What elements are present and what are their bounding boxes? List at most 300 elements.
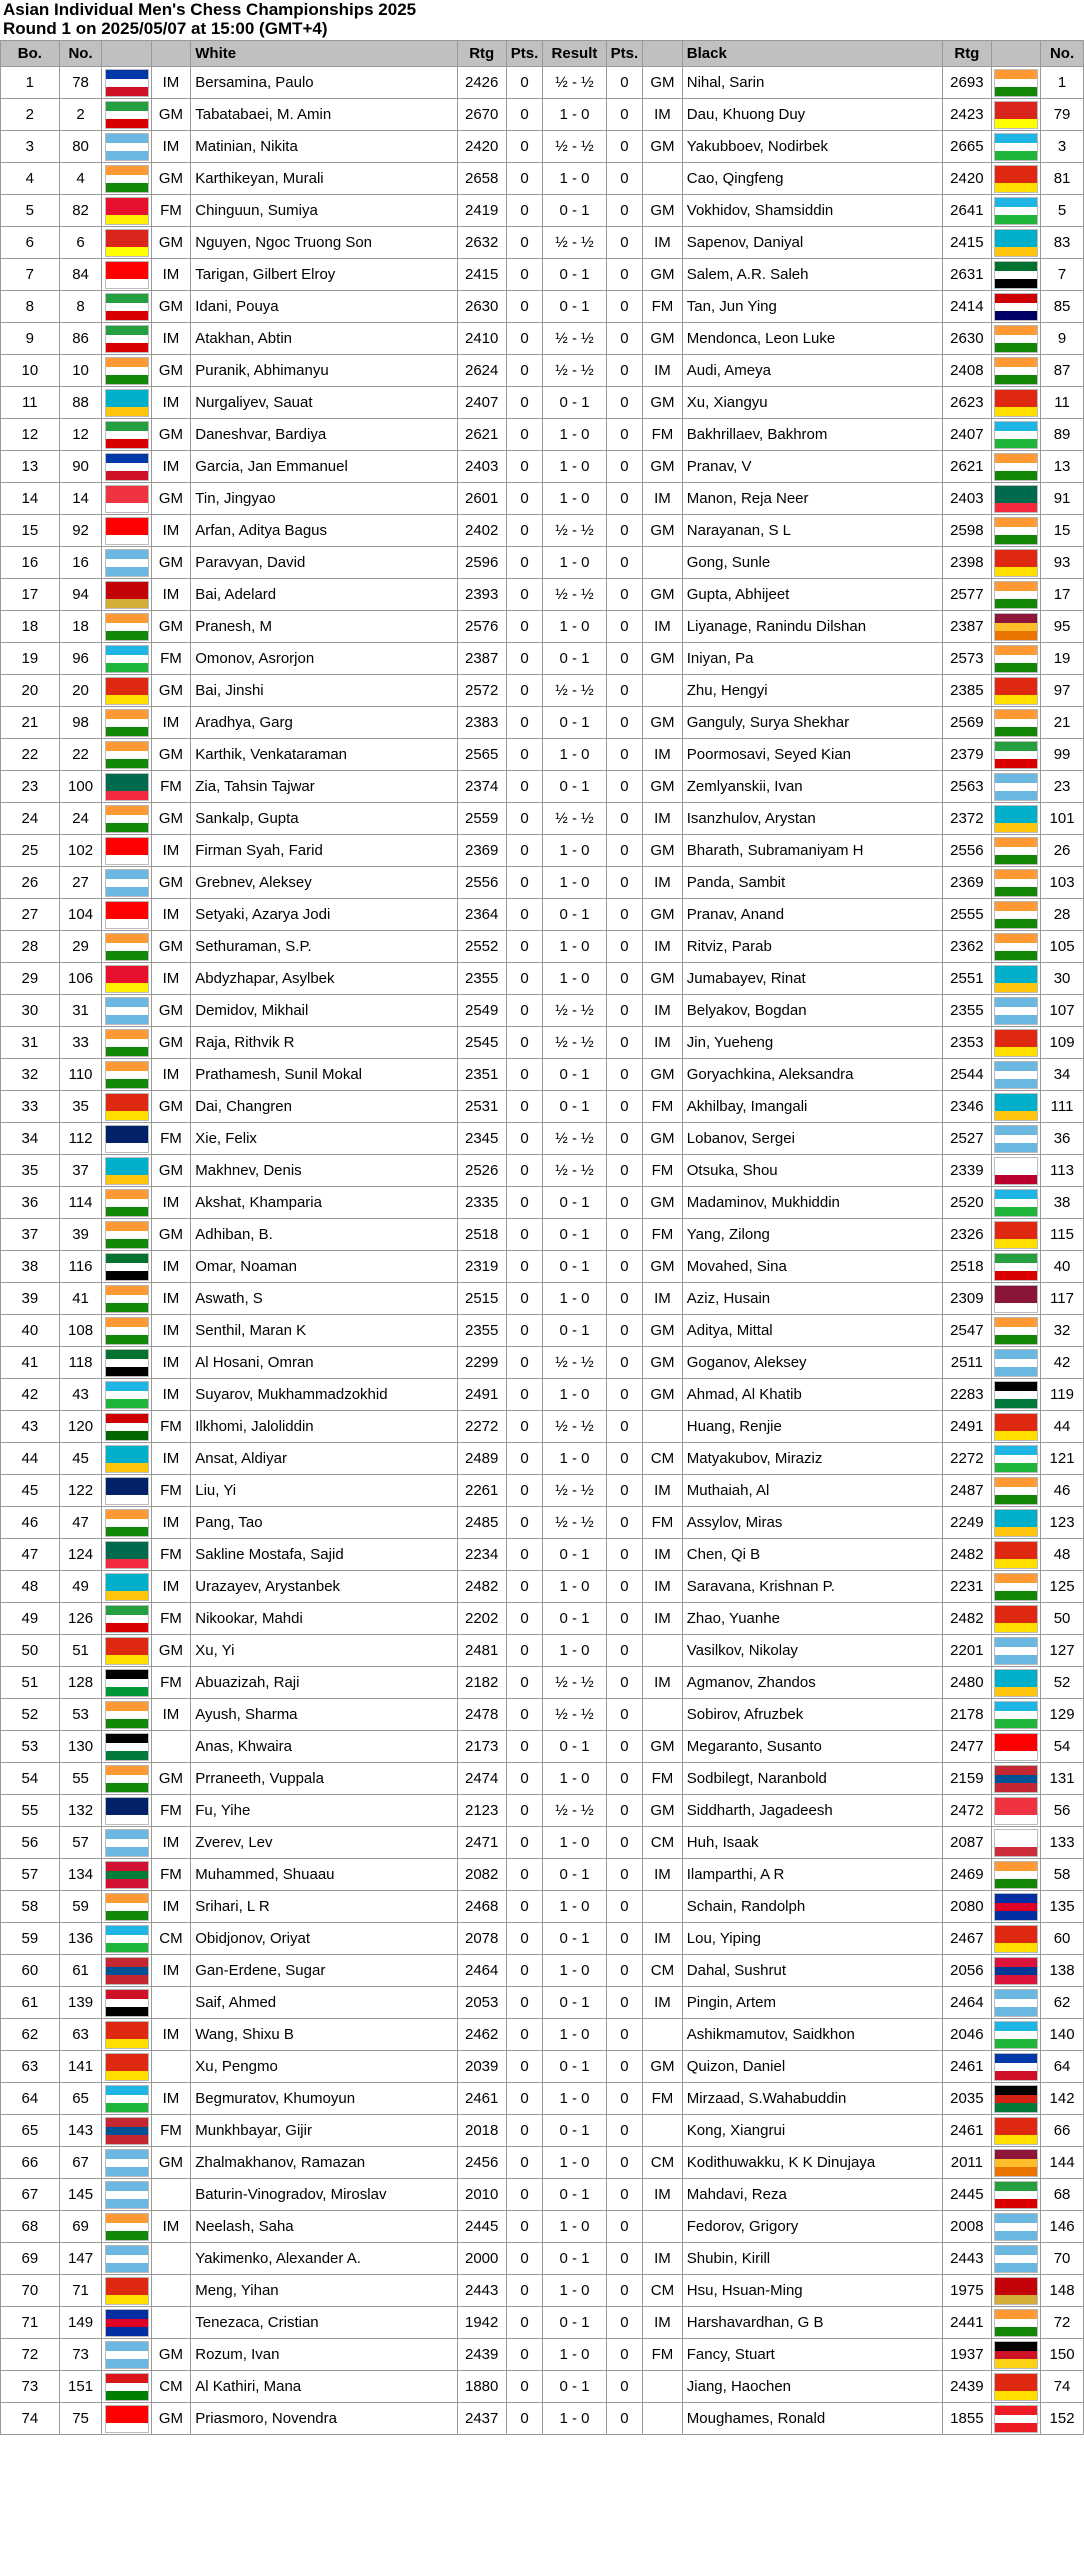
white-start-number: 84 [59, 259, 102, 291]
black-rating: 2353 [942, 1027, 991, 1059]
white-start-number: 51 [59, 1635, 102, 1667]
game-result: 1 - 0 [543, 739, 606, 771]
game-result: 0 - 1 [543, 707, 606, 739]
white-flag-icon [105, 1317, 149, 1345]
black-start-number: 101 [1041, 803, 1084, 835]
white-rating: 2443 [457, 2275, 506, 2307]
game-result: 0 - 1 [543, 387, 606, 419]
black-points: 0 [606, 2179, 642, 2211]
table-row [1, 2019, 1084, 2051]
black-title: GM [643, 259, 683, 291]
white-player-name: Begmuratov, Khumoyun [191, 2083, 457, 2115]
white-points: 0 [506, 131, 542, 163]
white-points: 0 [506, 1571, 542, 1603]
white-start-number: 104 [59, 899, 102, 931]
black-flag-icon [994, 453, 1038, 481]
black-points: 0 [606, 931, 642, 963]
black-title: IM [643, 1539, 683, 1571]
game-result: ½ - ½ [543, 227, 606, 259]
white-flag-icon [105, 1157, 149, 1185]
black-title: GM [643, 707, 683, 739]
white-flag-icon [105, 133, 149, 161]
black-points: 0 [606, 1283, 642, 1315]
white-points: 0 [506, 1667, 542, 1699]
white-rating: 2053 [457, 1987, 506, 2019]
white-rating: 2624 [457, 355, 506, 387]
black-title: GM [643, 1251, 683, 1283]
black-start-number: 72 [1041, 2307, 1084, 2339]
white-title: IM [151, 1187, 191, 1219]
white-flag-icon [105, 261, 149, 289]
white-title [151, 2179, 191, 2211]
black-player-name: Chen, Qi B [682, 1539, 942, 1571]
white-points: 0 [506, 1891, 542, 1923]
black-player-name: Bakhrillaev, Bakhrom [682, 419, 942, 451]
white-rating: 2407 [457, 387, 506, 419]
white-title: IM [151, 1507, 191, 1539]
game-result: 1 - 0 [543, 2083, 606, 2115]
white-player-name: Paravyan, David [191, 547, 457, 579]
white-start-number: 139 [59, 1987, 102, 2019]
white-player-name: Xie, Felix [191, 1123, 457, 1155]
black-flag-icon [994, 2085, 1038, 2113]
black-player-name: Lobanov, Sergei [682, 1123, 942, 1155]
table-row [1, 99, 1084, 131]
white-start-number: 88 [59, 387, 102, 419]
white-title: GM [151, 2147, 191, 2179]
white-player-name: Bersamina, Paulo [191, 67, 457, 99]
black-flag-icon [994, 933, 1038, 961]
white-player-name: Omonov, Asrorjon [191, 643, 457, 675]
black-title: GM [643, 451, 683, 483]
white-start-number: 63 [59, 2019, 102, 2051]
white-flag-icon [105, 389, 149, 417]
game-result: 0 - 1 [543, 195, 606, 227]
black-points: 0 [606, 995, 642, 1027]
black-title: IM [643, 995, 683, 1027]
table-row [1, 2147, 1084, 2179]
white-title: IM [151, 451, 191, 483]
table-header-row [1, 41, 1084, 67]
black-rating: 2035 [942, 2083, 991, 2115]
black-points: 0 [606, 1859, 642, 1891]
black-flag-icon [994, 901, 1038, 929]
black-points: 0 [606, 323, 642, 355]
white-title [151, 1987, 191, 2019]
black-title: IM [643, 1571, 683, 1603]
board-number: 56 [1, 1827, 60, 1859]
white-points: 0 [506, 1795, 542, 1827]
game-result: 1 - 0 [543, 483, 606, 515]
black-flag-icon [994, 2405, 1038, 2433]
white-title: IM [151, 899, 191, 931]
white-title: GM [151, 1155, 191, 1187]
black-flag-icon [994, 2021, 1038, 2049]
black-rating: 2630 [942, 323, 991, 355]
white-title: GM [151, 995, 191, 1027]
header-black-flag [991, 41, 1040, 67]
black-player-name: Nihal, Sarin [682, 67, 942, 99]
white-rating: 2403 [457, 451, 506, 483]
game-result: 1 - 0 [543, 2147, 606, 2179]
board-number: 9 [1, 323, 60, 355]
white-start-number: 37 [59, 1155, 102, 1187]
black-rating: 2527 [942, 1123, 991, 1155]
black-title: GM [643, 1123, 683, 1155]
black-points: 0 [606, 1027, 642, 1059]
white-rating: 2552 [457, 931, 506, 963]
white-flag-icon [105, 325, 149, 353]
black-points: 0 [606, 1731, 642, 1763]
black-player-name: Kodithuwakku, K K Dinujaya [682, 2147, 942, 2179]
board-number: 67 [1, 2179, 60, 2211]
table-row [1, 771, 1084, 803]
white-points: 0 [506, 1763, 542, 1795]
black-rating: 2385 [942, 675, 991, 707]
black-flag-icon [994, 1509, 1038, 1537]
table-row [1, 2211, 1084, 2243]
white-rating: 2202 [457, 1603, 506, 1635]
game-result: ½ - ½ [543, 323, 606, 355]
white-rating: 2481 [457, 1635, 506, 1667]
white-rating: 2000 [457, 2243, 506, 2275]
white-title [151, 2243, 191, 2275]
white-flag-icon [105, 1253, 149, 1281]
header-white-title [151, 41, 191, 67]
black-flag-icon [994, 837, 1038, 865]
black-rating: 2621 [942, 451, 991, 483]
board-number: 18 [1, 611, 60, 643]
white-flag-icon [105, 1285, 149, 1313]
black-start-number: 46 [1041, 1475, 1084, 1507]
game-result: 0 - 1 [543, 1923, 606, 1955]
black-flag-icon [994, 1381, 1038, 1409]
black-title: IM [643, 1027, 683, 1059]
black-title [643, 1699, 683, 1731]
table-row [1, 355, 1084, 387]
white-start-number: 118 [59, 1347, 102, 1379]
black-flag-icon [994, 1637, 1038, 1665]
black-points: 0 [606, 1955, 642, 1987]
black-flag-icon [994, 2277, 1038, 2305]
white-points: 0 [506, 2147, 542, 2179]
white-flag-icon [105, 1125, 149, 1153]
black-flag-icon [994, 1445, 1038, 1473]
white-player-name: Abuazizah, Raji [191, 1667, 457, 1699]
white-points: 0 [506, 2371, 542, 2403]
black-player-name: Hsu, Hsuan-Ming [682, 2275, 942, 2307]
white-title: IM [151, 707, 191, 739]
white-player-name: Bai, Adelard [191, 579, 457, 611]
white-title: IM [151, 1347, 191, 1379]
white-start-number: 90 [59, 451, 102, 483]
game-result: 1 - 0 [543, 1955, 606, 1987]
game-result: ½ - ½ [543, 355, 606, 387]
white-rating: 2173 [457, 1731, 506, 1763]
black-player-name: Zhu, Hengyi [682, 675, 942, 707]
black-points: 0 [606, 1795, 642, 1827]
black-rating: 2201 [942, 1635, 991, 1667]
white-points: 0 [506, 2211, 542, 2243]
black-player-name: Saravana, Krishnan P. [682, 1571, 942, 1603]
board-number: 5 [1, 195, 60, 227]
white-start-number: 39 [59, 1219, 102, 1251]
black-rating: 2491 [942, 1411, 991, 1443]
board-number: 58 [1, 1891, 60, 1923]
white-points: 0 [506, 2243, 542, 2275]
white-player-name: Meng, Yihan [191, 2275, 457, 2307]
board-number: 19 [1, 643, 60, 675]
black-title: GM [643, 835, 683, 867]
white-rating: 2630 [457, 291, 506, 323]
header-white-no: No. [59, 41, 102, 67]
white-rating: 2482 [457, 1571, 506, 1603]
board-number: 46 [1, 1507, 60, 1539]
table-row [1, 803, 1084, 835]
game-result: 1 - 0 [543, 2211, 606, 2243]
black-title: IM [643, 1603, 683, 1635]
white-start-number: 151 [59, 2371, 102, 2403]
black-title: IM [643, 483, 683, 515]
black-title [643, 2115, 683, 2147]
white-flag-icon [105, 1797, 149, 1825]
header-black-no: No. [1041, 41, 1084, 67]
black-player-name: Panda, Sambit [682, 867, 942, 899]
black-rating: 2439 [942, 2371, 991, 2403]
black-player-name: Agmanov, Zhandos [682, 1667, 942, 1699]
white-title: GM [151, 2339, 191, 2371]
black-title: CM [643, 2147, 683, 2179]
white-player-name: Sakline Mostafa, Sajid [191, 1539, 457, 1571]
black-player-name: Pranav, V [682, 451, 942, 483]
black-title: GM [643, 1731, 683, 1763]
white-player-name: Chinguun, Sumiya [191, 195, 457, 227]
black-player-name: Madaminov, Mukhiddin [682, 1187, 942, 1219]
black-start-number: 144 [1041, 2147, 1084, 2179]
white-flag-icon [105, 453, 149, 481]
black-rating: 2441 [942, 2307, 991, 2339]
white-player-name: Al Hosani, Omran [191, 1347, 457, 1379]
game-result: 1 - 0 [543, 1443, 606, 1475]
table-row [1, 1251, 1084, 1283]
white-title: IM [151, 963, 191, 995]
game-result: ½ - ½ [543, 1507, 606, 1539]
white-rating: 2415 [457, 259, 506, 291]
black-player-name: Bharath, Subramaniyam H [682, 835, 942, 867]
game-result: 0 - 1 [543, 1859, 606, 1891]
white-player-name: Sankalp, Gupta [191, 803, 457, 835]
table-row [1, 2371, 1084, 2403]
black-title: CM [643, 1827, 683, 1859]
black-title: GM [643, 515, 683, 547]
board-number: 48 [1, 1571, 60, 1603]
black-rating: 2414 [942, 291, 991, 323]
board-number: 22 [1, 739, 60, 771]
black-points: 0 [606, 1603, 642, 1635]
table-row [1, 323, 1084, 355]
black-start-number: 62 [1041, 1987, 1084, 2019]
white-start-number: 98 [59, 707, 102, 739]
black-points: 0 [606, 1155, 642, 1187]
white-flag-icon [105, 805, 149, 833]
black-player-name: Megaranto, Susanto [682, 1731, 942, 1763]
white-title: IM [151, 1891, 191, 1923]
board-number: 54 [1, 1763, 60, 1795]
black-player-name: Schain, Randolph [682, 1891, 942, 1923]
black-rating: 2544 [942, 1059, 991, 1091]
black-flag-icon [994, 325, 1038, 353]
black-title: IM [643, 2307, 683, 2339]
black-start-number: 60 [1041, 1923, 1084, 1955]
black-points: 0 [606, 1475, 642, 1507]
game-result: 0 - 1 [543, 1091, 606, 1123]
black-player-name: Jin, Yueheng [682, 1027, 942, 1059]
board-number: 70 [1, 2275, 60, 2307]
black-title: GM [643, 899, 683, 931]
board-number: 13 [1, 451, 60, 483]
white-title: GM [151, 1027, 191, 1059]
game-result: 0 - 1 [543, 2243, 606, 2275]
board-number: 53 [1, 1731, 60, 1763]
game-result: 1 - 0 [543, 1827, 606, 1859]
white-flag-icon [105, 677, 149, 705]
black-flag-icon [994, 709, 1038, 737]
white-rating: 2272 [457, 1411, 506, 1443]
table-row [1, 835, 1084, 867]
white-rating: 2632 [457, 227, 506, 259]
white-rating: 2464 [457, 1955, 506, 1987]
white-start-number: 96 [59, 643, 102, 675]
black-points: 0 [606, 259, 642, 291]
header-black-title [643, 41, 683, 67]
black-flag-icon [994, 1765, 1038, 1793]
white-title: IM [151, 1955, 191, 1987]
board-number: 35 [1, 1155, 60, 1187]
black-player-name: Matyakubov, Miraziz [682, 1443, 942, 1475]
white-player-name: Xu, Pengmo [191, 2051, 457, 2083]
game-result: 0 - 1 [543, 1987, 606, 2019]
black-flag-icon [994, 1349, 1038, 1377]
table-row [1, 963, 1084, 995]
black-title: IM [643, 227, 683, 259]
black-title: IM [643, 1923, 683, 1955]
black-rating: 2464 [942, 1987, 991, 2019]
game-result: ½ - ½ [543, 675, 606, 707]
black-points: 0 [606, 739, 642, 771]
black-rating: 2631 [942, 259, 991, 291]
white-points: 0 [506, 2019, 542, 2051]
black-title: GM [643, 771, 683, 803]
white-flag-icon [105, 1701, 149, 1729]
black-title [643, 1635, 683, 1667]
board-number: 71 [1, 2307, 60, 2339]
black-rating: 2309 [942, 1283, 991, 1315]
black-points: 0 [606, 291, 642, 323]
black-title: GM [643, 195, 683, 227]
black-points: 0 [606, 1187, 642, 1219]
white-start-number: 47 [59, 1507, 102, 1539]
black-title: IM [643, 2179, 683, 2211]
white-player-name: Baturin-Vinogradov, Miroslav [191, 2179, 457, 2211]
white-rating: 2485 [457, 1507, 506, 1539]
white-points: 0 [506, 1379, 542, 1411]
black-points: 0 [606, 227, 642, 259]
black-title: GM [643, 1315, 683, 1347]
black-points: 0 [606, 1219, 642, 1251]
white-player-name: Puranik, Abhimanyu [191, 355, 457, 387]
white-rating: 2439 [457, 2339, 506, 2371]
black-start-number: 48 [1041, 1539, 1084, 1571]
game-result: 0 - 1 [543, 1187, 606, 1219]
black-player-name: Aziz, Husain [682, 1283, 942, 1315]
black-rating: 1937 [942, 2339, 991, 2371]
table-row [1, 1859, 1084, 1891]
black-rating: 2467 [942, 1923, 991, 1955]
black-player-name: Cao, Qingfeng [682, 163, 942, 195]
board-number: 63 [1, 2051, 60, 2083]
white-title: CM [151, 1923, 191, 1955]
game-result: ½ - ½ [543, 1027, 606, 1059]
white-title: FM [151, 1795, 191, 1827]
game-result: ½ - ½ [543, 67, 606, 99]
white-flag-icon [105, 773, 149, 801]
table-row [1, 1091, 1084, 1123]
table-row [1, 387, 1084, 419]
white-title: FM [151, 1123, 191, 1155]
board-number: 28 [1, 931, 60, 963]
black-player-name: Zhao, Yuanhe [682, 1603, 942, 1635]
black-title [643, 547, 683, 579]
white-rating: 2559 [457, 803, 506, 835]
board-number: 10 [1, 355, 60, 387]
black-start-number: 23 [1041, 771, 1084, 803]
board-number: 29 [1, 963, 60, 995]
white-flag-icon [105, 1989, 149, 2017]
board-number: 62 [1, 2019, 60, 2051]
white-points: 0 [506, 2051, 542, 2083]
black-title [643, 163, 683, 195]
black-player-name: Moughames, Ronald [682, 2403, 942, 2435]
black-start-number: 11 [1041, 387, 1084, 419]
black-title: IM [643, 931, 683, 963]
black-start-number: 50 [1041, 1603, 1084, 1635]
black-start-number: 34 [1041, 1059, 1084, 1091]
black-title: FM [643, 2083, 683, 2115]
white-start-number: 2 [59, 99, 102, 131]
black-flag-icon [994, 1605, 1038, 1633]
black-rating: 2423 [942, 99, 991, 131]
table-row [1, 1219, 1084, 1251]
white-points: 0 [506, 611, 542, 643]
black-start-number: 7 [1041, 259, 1084, 291]
white-title: IM [151, 1827, 191, 1859]
black-points: 0 [606, 643, 642, 675]
black-title: GM [643, 579, 683, 611]
table-row [1, 1699, 1084, 1731]
black-start-number: 74 [1041, 2371, 1084, 2403]
black-start-number: 5 [1041, 195, 1084, 227]
black-start-number: 138 [1041, 1955, 1084, 1987]
black-player-name: Assylov, Miras [682, 1507, 942, 1539]
black-points: 0 [606, 2211, 642, 2243]
black-rating: 2477 [942, 1731, 991, 1763]
white-flag-icon [105, 1413, 149, 1441]
black-points: 0 [606, 1923, 642, 1955]
black-player-name: Poormosavi, Seyed Kian [682, 739, 942, 771]
white-start-number: 100 [59, 771, 102, 803]
board-number: 1 [1, 67, 60, 99]
table-row [1, 1507, 1084, 1539]
